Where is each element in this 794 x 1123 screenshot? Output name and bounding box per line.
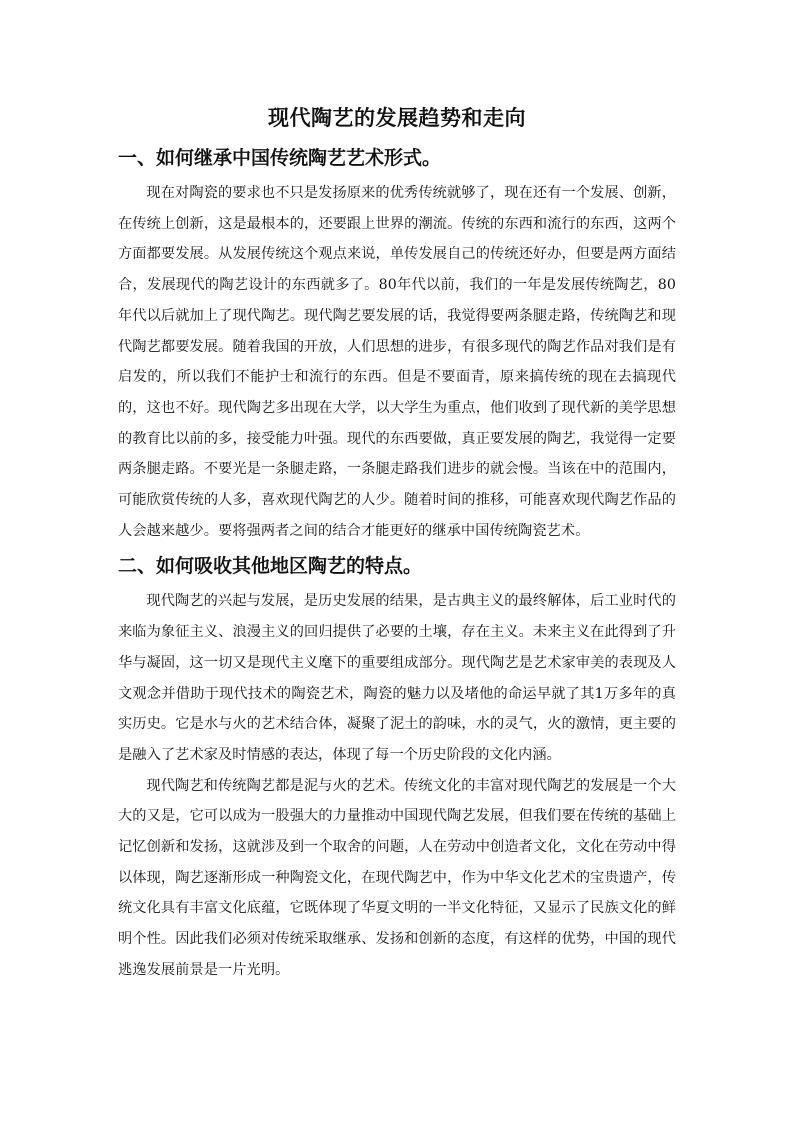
section-2-paragraph-1: 现代陶艺的兴起与发展，是历史发展的结果，是古典主义的最终解体，后工业时代的来临为象征主义、浪漫主义的回归提供了必要的土壤，存在主义。未来主义在此得到了升华与凝固，这一切又是现代主义麾下的重要组成部分。现代陶艺是艺术家审美的表现及人文观念并借助于现代技术的陶瓷艺术，陶瓷的魅力以及堵他的命运早就了其1万多年的真实历史。它是水与火的艺术结合体，凝聚了泥土的韵味，水的灵气，火的激情，更主要的是融入了艺术家及时情感的表达，体现了每一个历史阶段的文化内涵。 xyxy=(118,593,676,763)
section-1-paragraph-1: 现在对陶瓷的要求也不只是发扬原来的优秀传统就够了，现在还有一个发展、创新，在传统上创新，这是最根本的，还要跟上世界的潮流。传统的东西和流行的东西，这两个方面都要发展。从发展传统这个观点来说，单传发展自己的传统还好办，但要是两方面结合，发展现代的陶艺设计的东西就多了。80年代以前，我们的一年是发展传统陶艺，80年代以后就加上了现代陶艺。现代陶艺要发展的话，我觉得要两条腿走路，传统陶艺和现代陶艺都要发展。随着我国的开放，人们思想的进步，有很多现代的陶艺作品对我们是有启发的，所以我们不能护士和流行的东西。但是不要面青，原来搞传统的现在去搞现代的，这也不好。现代陶艺多出现在大学，以大学生为重点，他们收到了现代新的美学思想的教育比以前的多，接受能力叶强。现代的东西要做，真正要发展的陶艺，我觉得一定要两条腿走路。不要光是一条腿走路，一条腿走路我们进步的就会慢。当该在中的范围内，可能欣赏传统的人多，喜欢现代陶艺的人少。随着时间的推移，可能喜欢现代陶艺作品的人会越来越少。要将强两者之间的结合才能更好的继承中国传统陶瓷艺术。 xyxy=(118,185,676,539)
section-2-paragraph-2: 现代陶艺和传统陶艺都是泥与火的艺术。传统文化的丰富对现代陶艺的发展是一个大大的又是，它可以成为一股强大的力量推动中国现代陶艺发展，但我们要在传统的基础上记忆创新和发扬，这就涉及到一个取舍的问题，人在劳动中创造者文化，文化在劳动中得以体现，陶艺逐渐形成一种陶瓷文化，在现代陶艺中，作为中华文化艺术的宝贵遗产，传统文化具有丰富文化底蕴，它既体现了华夏文明的一半文化特征，又显示了民族文化的鲜明个性。因此我们必须对传统采取继承、发扬和创新的态度，有这样的优势，中国的现代逃逸发展前景是一片光明。 xyxy=(118,777,676,978)
section-1-heading: 一、如何继承中国传统陶艺艺术形式。 xyxy=(118,147,442,169)
document-title: 现代陶艺的发展趋势和走向 xyxy=(268,105,526,130)
section-2-heading: 二、如何吸收其他地区陶艺的特点。 xyxy=(118,555,423,578)
